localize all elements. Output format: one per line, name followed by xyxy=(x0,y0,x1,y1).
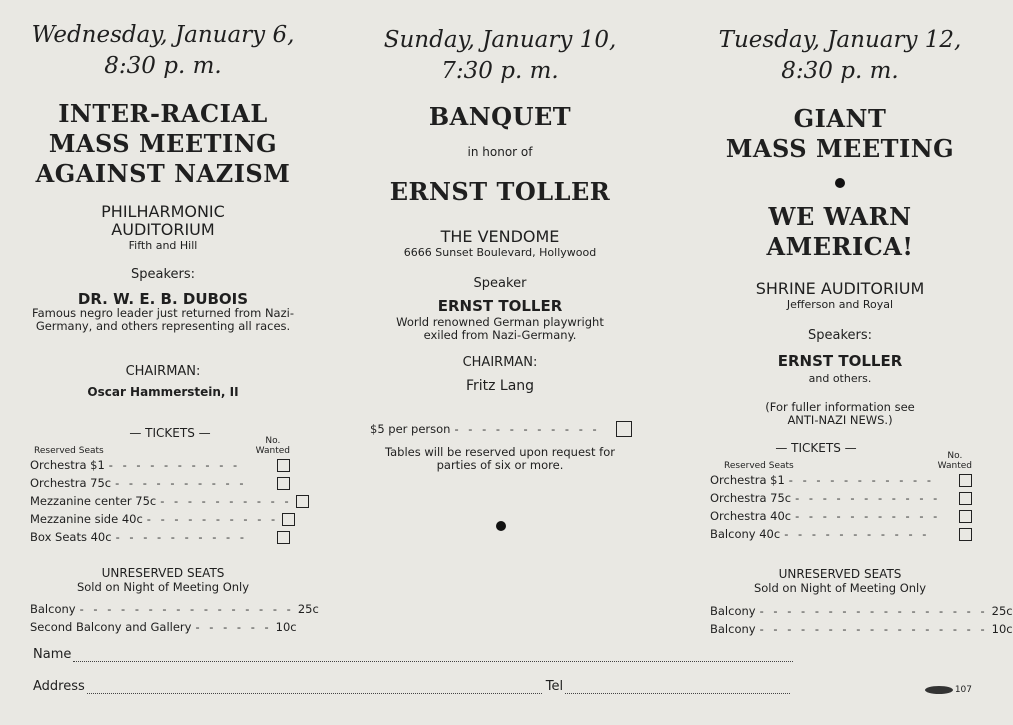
unreserved-subtitle: Sold on Night of Meeting Only xyxy=(753,581,927,595)
price-label: $5 per person xyxy=(370,422,451,436)
quantity-checkbox[interactable] xyxy=(296,495,309,508)
headline-line: AMERICA! xyxy=(766,232,914,261)
in-honor-of: in honor of xyxy=(467,145,533,159)
wanted-label: No. xyxy=(265,436,281,446)
unreserved-title: UNRESERVED SEATS xyxy=(101,566,225,580)
reserved-label: Reserved Seats xyxy=(724,461,794,471)
quantity-checkbox[interactable] xyxy=(277,459,290,472)
unreserved-label: Balcony xyxy=(710,622,756,636)
quantity-checkbox[interactable] xyxy=(277,531,290,544)
bullet-dot xyxy=(835,178,845,188)
speaker-name: ERNST TOLLER xyxy=(437,297,563,315)
ticket-label: Orchestra 75c xyxy=(30,476,112,490)
unreserved-label: Balcony xyxy=(30,602,76,616)
unreserved-price: 25c xyxy=(991,604,1013,618)
unreserved-row: Second Balcony and Gallery - - - - - - 10c xyxy=(30,620,297,634)
headline-line: WE WARN xyxy=(768,202,912,231)
headline: BANQUET xyxy=(428,102,572,131)
ticket-row: Orchestra $1 - - - - - - - - - - xyxy=(30,456,290,474)
venue-name: SHRINE AUDITORIUM xyxy=(755,279,925,298)
speakers-label: Speakers: xyxy=(130,267,196,282)
ticket-label: Orchestra $1 xyxy=(710,473,785,487)
ticket-row: Mezzanine center 75c - - - - - - - - - - xyxy=(30,492,290,510)
tables-note: parties of six or more. xyxy=(436,458,564,472)
unreserved-price: 25c xyxy=(297,602,319,616)
chairman-name: Oscar Hammerstein, II xyxy=(87,385,239,399)
quantity-checkbox[interactable] xyxy=(959,528,972,541)
unreserved-subtitle: Sold on Night of Meeting Only xyxy=(76,580,250,594)
venue-address: Jefferson and Royal xyxy=(786,298,894,311)
quantity-checkbox[interactable] xyxy=(959,510,972,523)
speaker-label: Speaker xyxy=(473,276,527,291)
unreserved-title: UNRESERVED SEATS xyxy=(778,567,902,581)
venue-name: PHILHARMONIC xyxy=(101,202,225,221)
tables-note: Tables will be reserved upon request for xyxy=(385,445,615,459)
bullet-dot xyxy=(496,521,506,531)
ticket-label: Balcony 40c xyxy=(710,527,781,541)
address-label: Address xyxy=(33,679,85,694)
headline-line: MASS MEETING xyxy=(725,134,955,163)
ticket-label: Box Seats 40c xyxy=(30,530,112,544)
quantity-checkbox[interactable] xyxy=(959,474,972,487)
headline-line: MASS MEETING xyxy=(48,129,278,158)
venue-name: AUDITORIUM xyxy=(111,220,215,239)
wanted-label: No. xyxy=(947,451,963,461)
venue-name: THE VENDOME xyxy=(440,227,560,246)
address-input-line[interactable] xyxy=(87,692,542,694)
ticket-label: Orchestra $1 xyxy=(30,458,105,472)
event-time: 8:30 p. m. xyxy=(104,53,222,79)
name-input-line[interactable] xyxy=(73,660,793,662)
event-date: Sunday, January 10, xyxy=(383,27,617,53)
speaker-others: and others. xyxy=(808,372,872,385)
speaker-name: DR. W. E. B. DUBOIS xyxy=(77,290,249,308)
ticket-section xyxy=(30,426,290,546)
unreserved-row: Balcony - - - - - - - - - - - - - - - - - 25c xyxy=(710,604,1013,618)
unreserved-label: Second Balcony and Gallery xyxy=(30,620,192,634)
unreserved-price: 10c xyxy=(991,622,1013,636)
wanted-label: Wanted xyxy=(255,446,290,456)
quantity-checkbox[interactable] xyxy=(282,513,295,526)
price-row: $5 per person - - - - - - - - - - - xyxy=(370,420,632,438)
wanted-label: Wanted xyxy=(937,461,972,471)
speaker-name: ERNST TOLLER xyxy=(777,352,903,370)
tickets-title: — TICKETS — xyxy=(129,426,211,440)
tickets-title: — TICKETS — xyxy=(775,441,857,455)
name-label: Name xyxy=(33,647,72,662)
unreserved-price: 10c xyxy=(275,620,297,634)
chairman-label: CHAIRMAN: xyxy=(125,364,201,379)
headline-line: AGAINST NAZISM xyxy=(35,159,291,188)
tel-label: Tel xyxy=(545,679,564,694)
chairman-label: CHAIRMAN: xyxy=(462,355,538,370)
ticket-label: Mezzanine center 75c xyxy=(30,494,157,508)
headline-line: INTER-RACIAL xyxy=(58,99,268,128)
ticket-label: Mezzanine side 40c xyxy=(30,512,143,526)
headline-line: GIANT xyxy=(793,104,887,133)
event-date: Wednesday, January 6, xyxy=(31,22,295,48)
reserved-label: Reserved Seats xyxy=(34,446,104,456)
ticket-row: Box Seats 40c - - - - - - - - - - xyxy=(30,528,290,546)
union-number: 107 xyxy=(954,685,972,695)
ticket-label: Orchestra 40c xyxy=(710,509,792,523)
honoree-name: ERNST TOLLER xyxy=(389,177,611,206)
venue-address: Fifth and Hill xyxy=(128,239,198,252)
ticket-row: Orchestra $1 - - - - - - - - - - - xyxy=(710,471,972,489)
event-time: 7:30 p. m. xyxy=(441,58,559,84)
quantity-checkbox[interactable] xyxy=(277,477,290,490)
event-date: Tuesday, January 12, xyxy=(718,27,962,53)
speaker-description: exiled from Nazi-Germany. xyxy=(423,328,577,342)
info-note: ANTI-NAZI NEWS.) xyxy=(787,413,893,427)
event-time: 8:30 p. m. xyxy=(781,58,899,84)
quantity-checkbox[interactable] xyxy=(616,421,632,437)
speakers-label: Speakers: xyxy=(807,328,873,343)
venue-address: 6666 Sunset Boulevard, Hollywood xyxy=(403,246,597,259)
unreserved-label: Balcony xyxy=(710,604,756,618)
ticket-row: Orchestra 40c - - - - - - - - - - - xyxy=(710,507,972,525)
quantity-checkbox[interactable] xyxy=(959,492,972,505)
info-note: (For fuller information see xyxy=(765,400,915,414)
chairman-name: Fritz Lang xyxy=(465,378,535,394)
ticket-row: Orchestra 75c - - - - - - - - - - - xyxy=(710,489,972,507)
ticket-row: Balcony 40c - - - - - - - - - - - xyxy=(710,525,972,543)
name-field[interactable] xyxy=(33,647,793,662)
ticket-section xyxy=(710,441,972,543)
ticket-row: Orchestra 75c - - - - - - - - - - xyxy=(30,474,290,492)
union-bug-icon xyxy=(925,686,953,694)
address-field[interactable] xyxy=(33,679,790,694)
unreserved-row: Balcony - - - - - - - - - - - - - - - - - 10c xyxy=(710,622,1013,636)
ticket-label: Orchestra 75c xyxy=(710,491,792,505)
tel-input-line[interactable] xyxy=(565,692,790,694)
speaker-description: World renowned German playwright xyxy=(396,315,604,329)
speaker-description: Famous negro leader just returned from Nazi-Germany, and others representing all races. xyxy=(32,306,294,333)
union-label xyxy=(925,685,972,695)
unreserved-row: Balcony - - - - - - - - - - - - - - - - 25c xyxy=(30,602,319,616)
ticket-row: Mezzanine side 40c - - - - - - - - - - xyxy=(30,510,290,528)
